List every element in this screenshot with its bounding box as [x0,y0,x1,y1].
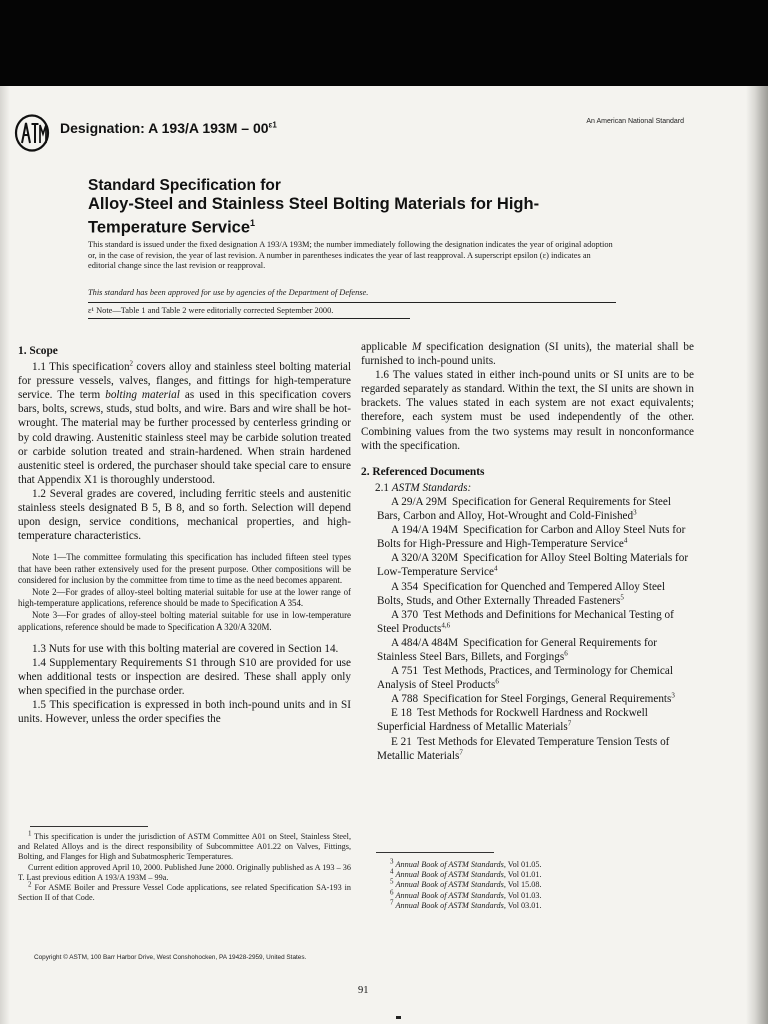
left-column [18,340,351,726]
reference-list [361,495,694,763]
footnote-2: $^2$ For ASME Boiler and Pressure Vessel Code applications, see related Specification SA-193 in Section II of that Code. [18,880,351,903]
reference-code: A 320/A 320M [391,552,459,565]
reference-item [361,551,694,579]
reference-item [361,580,694,608]
paragraph-1-5: 1.5 This specification is expressed in both inch-pound units and in SI units. However, unless the order specifies the [18,699,351,726]
reference-title: Specification for Steel Forgings, General Requirements [423,693,672,706]
reference-code: E 21 [391,735,412,748]
reference-footnote-mark: 4,6 [441,621,451,630]
document-title: Standard Specification for Alloy-Steel and Stainless Steel Bolting Materials for High- Temperature Service$^1$ [88,177,540,237]
paragraph-1-2: 1.2 Several grades are covered, including ferritic steels and austenitic stainless steels designated B 5, B 8, and so forth. Selection will depend upon design, service conditions, mechanical properties, and high-temperature characteristics. [18,487,351,543]
editorial-note: ε¹ Note—Table 1 and Table 2 were editorially corrected September 2000. [88,306,334,315]
reference-title: Test Methods and Definitions for Mechanical Testing of Steel Products [377,608,674,635]
section-heading-references: 2. Referenced Documents [361,465,485,478]
reference-title: Specification for Alloy Steel Bolting Materials for Low-Temperature Service [377,552,689,579]
reference-footnote-mark: 7 [567,719,572,728]
reference-title: Test Methods for Rockwell Hardness and Rockwell Superficial Hardness of Metallic Materials [377,707,648,734]
reference-code: A 751 [391,665,419,678]
reference-code: A 484/A 484M [391,636,459,649]
footnote-rule-right [376,852,494,853]
copyright-line: Copyright © ASTM, 100 Barr Harbor Drive, West Conshohocken, PA 19428-2959, United States. [34,954,307,961]
reference-item [361,636,694,664]
reference-item [361,495,694,523]
footnote-volume: $^7$ Annual Book of ASTM Standards, Vol 03.01. [390,898,542,910]
note-2: Note 2—For grades of alloy-steel bolting material suitable for use at the lower range of high-temperature applications, reference should be made to Specification A 354. [18,586,351,609]
scan-mark [396,1016,401,1019]
footnote-volume: $^6$ Annual Book of ASTM Standards, Vol 01.03. [390,887,542,900]
designation: Designation: A 193/A $193M - 00^{\varepsilon 1}$ [60,120,277,136]
reference-code: A 194/A 194M [391,524,459,537]
paragraph-1-4: 1.4 Supplementary Requirements S1 through S10 are provided for use when additional tests or inspection are desired. These shall apply only when specified in the purchase order. [18,656,351,698]
reference-footnote-mark: 4 [493,564,498,573]
reference-footnote-mark: 4 [623,536,628,545]
reference-footnote-mark: 3 [671,691,675,700]
note-rule [88,318,410,319]
scan-right-edge [746,86,768,1024]
reference-title: Specification for Quenched and Tempered Alloy Steel Bolts, Studs, and Other Externally Threaded Fasteners [377,580,665,607]
paragraph-1-6: 1.6 The values stated in either inch-pound units or SI units are to be regarded separately as standard. Within the text, the SI units are shown in brackets. The values stated in each system are not exact equivalents; therefore, each system must be used independently of the other. Combining values from the two systems may result in nonconformance with the specification. [361,369,694,452]
reference-title: Specification for Carbon and Alloy Steel Nuts for Bolts for High-Pressure and High-Temperature Service [377,524,686,551]
footnotes-left [18,829,351,903]
reference-title: Specification for General Requirements for Steel Bars, Carbon and Alloy, Hot-Wrought and Cold-Finished [377,495,671,523]
reference-item [361,692,694,706]
reference-footnote-mark: 6 [564,649,568,658]
reference-item [361,608,694,636]
footnotes-right [380,857,640,911]
paragraph-1-3: 1.3 Nuts for use with this bolting material are covered in Section 14. [32,642,339,655]
section-heading-scope: 1. Scope [18,345,58,357]
note-3: Note 3—For grades of alloy-steel bolting material suitable for use in low-temperature applications, reference should be made to Specification A 320/A 320M. [18,610,351,632]
right-column [361,340,694,763]
footnote-volume: $^4$ Annual Book of ASTM Standards, Vol 01.01. [390,867,542,880]
reference-footnote-mark: 7 [459,747,463,756]
header-rule [88,302,616,303]
reference-item [361,664,694,692]
issuance-statement: This standard is issued under the fixed designation A 193/A 193M; the number immediately following the designation indicates the year of original adoption or, in the case of revision, the year of last revision. A number in parentheses indicates the year of last reapproval. A superscript epsilon (ε) indicates an editorial change since the last revision or reapproval. [88,240,613,271]
reference-footnote-mark: 5 [620,592,624,601]
astm-logo-icon [14,114,50,152]
footnote-rule-left [30,826,148,827]
footnote-1: $^1$ This specification is under the jurisdiction of ASTM Committee A01 on Steel, Stainless Steel, and Related Alloys and is the direct responsibility of Subcommittee A01.22 on Valves, Fittings, Bolting, and Flanges for High and Subatmospheric Temperatures. [18,829,351,862]
document-header [14,114,684,154]
reference-code: A 354 [391,580,419,593]
paragraph-1-1: 1.1 This specification$^2$ covers alloy and stainless steel bolting material for pressure vessels, valves, flanges, and fittings for high-temperature service. The term bolting material as used in this specification covers bars, bolts, screws, studs, stud bolts, and wire. Bars and wire shall be hot-wrought. The material may be further processed by centerless grinding or by cold drawing. Austenitic stainless steel may be carbide solution treated or carbide solution treated and strain-hardened. When strain hardened austenitic steel is ordered, the purchaser should take special care to ensure that Appendix X1 is thoroughly understood. [18,359,352,486]
reference-code: A 788 [391,693,419,706]
reference-code: A 29/A 29M [391,495,447,508]
scan-left-edge [0,86,10,1024]
national-standard-label: An American National Standard [586,118,684,125]
reference-item [361,735,694,763]
reference-code: E 18 [391,707,412,720]
reference-title: Test Methods, Practices, and Terminology for Chemical Analysis of Steel Products [377,665,673,692]
scan-dark-band [0,0,768,86]
page-number: 91 [358,985,369,996]
reference-footnote-mark: 6 [495,677,499,686]
reference-footnote-mark: 3 [633,508,637,517]
dod-approval: This standard has been approved for use by agencies of the Department of Defense. [88,288,369,297]
footnote-1-edition: Current edition approved April 10, 2000. Published June 2000. Originally published as A 193 – 36 T. Last previous edition A 193/A 193M – 99a. [18,862,351,882]
reference-code: A 370 [391,608,419,621]
footnote-volume: $^3$ Annual Book of ASTM Standards, Vol 01.05. [390,857,542,869]
note-1: Note 1—The committee formulating this specification has included fifteen steel types that have been rather extensively used for the present purpose. Other compositions will be considered for inclusion by the committee from time to time as the need becomes apparent. [18,552,351,585]
reference-item [361,706,694,734]
footnote-volume: $^5$ Annual Book of ASTM Standards, Vol 15.08. [390,877,542,890]
paragraph-1-5-continued: applicable M specification designation (SI units), the material shall be furnished to inch-pound units. [361,341,694,368]
reference-title: Test Methods for Elevated Temperature Tension Tests of Metallic Materials [377,735,670,762]
reference-item [361,523,694,551]
reference-title: Specification for General Requirements for Stainless Steel Bars, Billets, and Forgings [377,636,657,663]
astm-standards-label: 2.1 ASTM Standards: [375,481,472,494]
